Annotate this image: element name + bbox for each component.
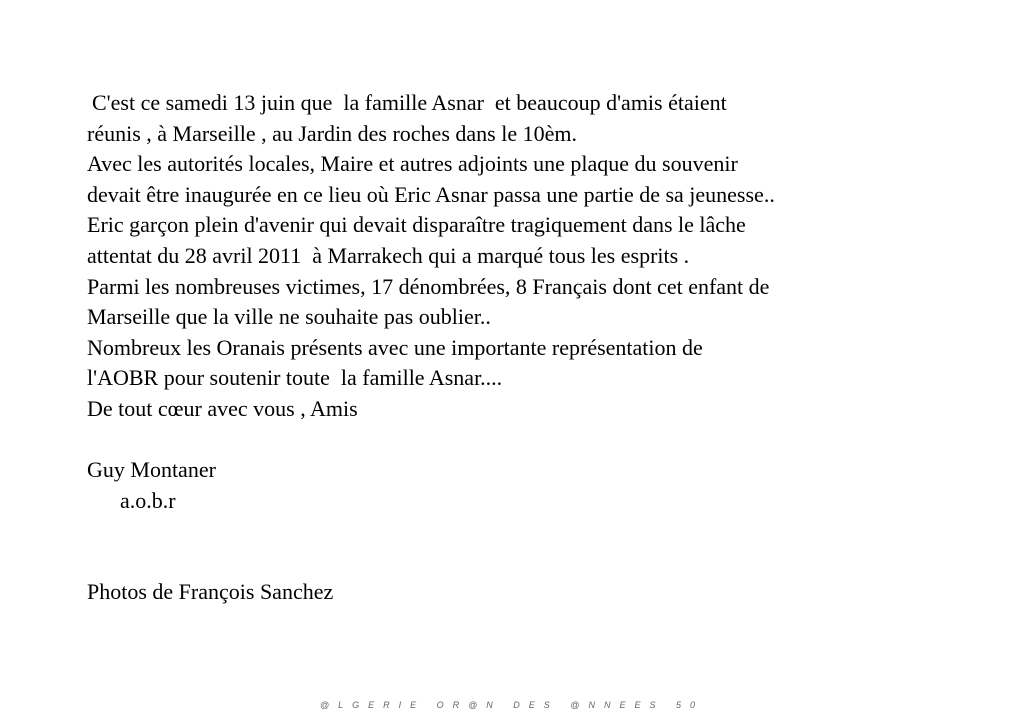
letter-line: Nombreux les Oranais présents avec une importante représentation de xyxy=(87,334,703,360)
photo-credit: Photos de François Sanchez xyxy=(87,579,334,605)
spacer xyxy=(87,516,987,577)
letter-line: Marseille que la ville ne souhaite pas oublier.. xyxy=(87,304,491,330)
letter-line: Parmi les nombreuses victimes, 17 dénombrées, 8 Français dont cet enfant de xyxy=(87,273,770,299)
signature-org: a.o.b.r xyxy=(120,487,176,513)
letter-line: Avec les autorités locales, Maire et autres adjoints une plaque du souvenir xyxy=(87,151,738,177)
signature-name: Guy Montaner xyxy=(87,457,216,483)
page-footer: @LGERIE OR@N DES @NNEES 50 xyxy=(320,700,704,710)
letter-body xyxy=(87,88,987,608)
letter-line: Eric garçon plein d'avenir qui devait disparaître tragiquement dans le lâche xyxy=(87,212,746,238)
letter-line: l'AOBR pour soutenir toute la famille Asnar.... xyxy=(87,365,503,391)
letter-line: devait être inaugurée en ce lieu où Eric Asnar passa une partie de sa jeunesse.. xyxy=(87,181,775,207)
letter-line: C'est ce samedi 13 juin que la famille Asnar et beaucoup d'amis étaient xyxy=(92,90,727,115)
letter-line: attentat du 28 avril 2011 à Marrakech qui a marqué tous les esprits . xyxy=(87,242,690,268)
letter-line: De tout cœur avec vous , Amis xyxy=(87,395,358,421)
spacer xyxy=(87,425,987,456)
letter-line: réunis , à Marseille , au Jardin des roches dans le 10èm. xyxy=(87,120,577,146)
